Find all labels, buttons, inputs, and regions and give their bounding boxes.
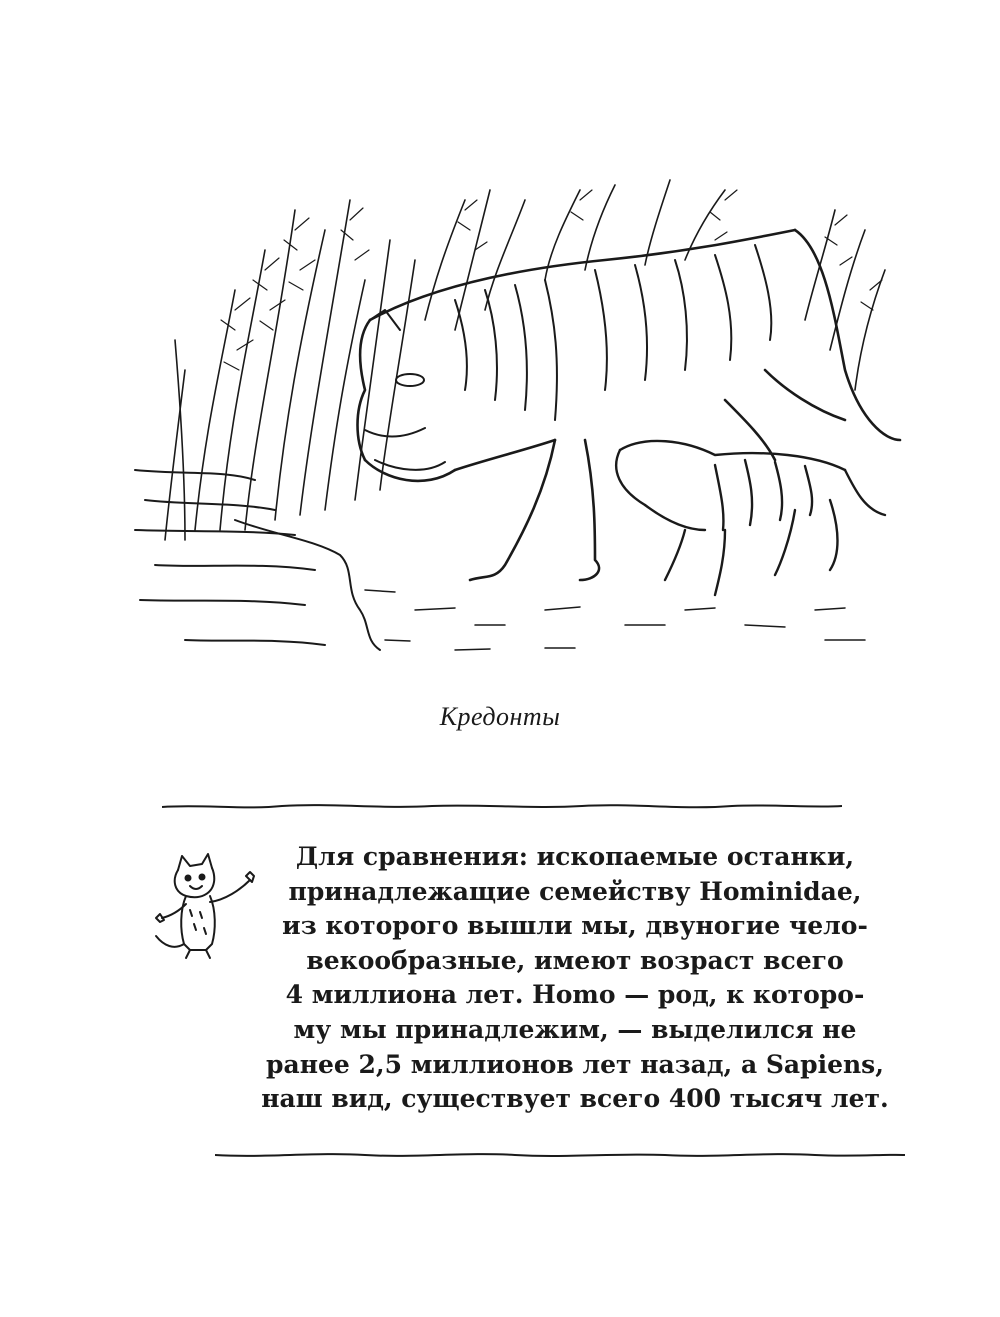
- divider-bottom: [215, 1148, 905, 1162]
- info-line: му мы принадлежим, — выделился не: [293, 1014, 857, 1044]
- info-line: принадлежащие семейству Hominidae,: [288, 876, 862, 906]
- reed-leaves: [221, 190, 882, 370]
- water-edge: [135, 470, 380, 650]
- illustration-caption: Кредонты: [439, 702, 561, 731]
- info-line: Для сравнения: ископаемые останки,: [295, 842, 855, 871]
- adult-stripes: [455, 245, 771, 420]
- info-line: из которого вышли мы, двуногие чело-: [282, 911, 868, 941]
- divider-top: [162, 800, 842, 814]
- info-line: 4 миллиона лет. Homo — род, к которо-: [285, 980, 865, 1010]
- ground: [365, 590, 865, 650]
- creodont-illustration: [125, 170, 905, 660]
- info-line: наш вид, существует всего 400 тысяч лет.: [261, 1084, 889, 1114]
- cub-creodont: [616, 441, 885, 595]
- info-line: ранее 2,5 миллионов лет назад, а Sapiens,: [266, 1049, 884, 1079]
- adult-creodont: [358, 230, 901, 580]
- info-box-text: [215, 840, 935, 1117]
- info-line: векообразные, имеют возраст всего: [306, 945, 844, 975]
